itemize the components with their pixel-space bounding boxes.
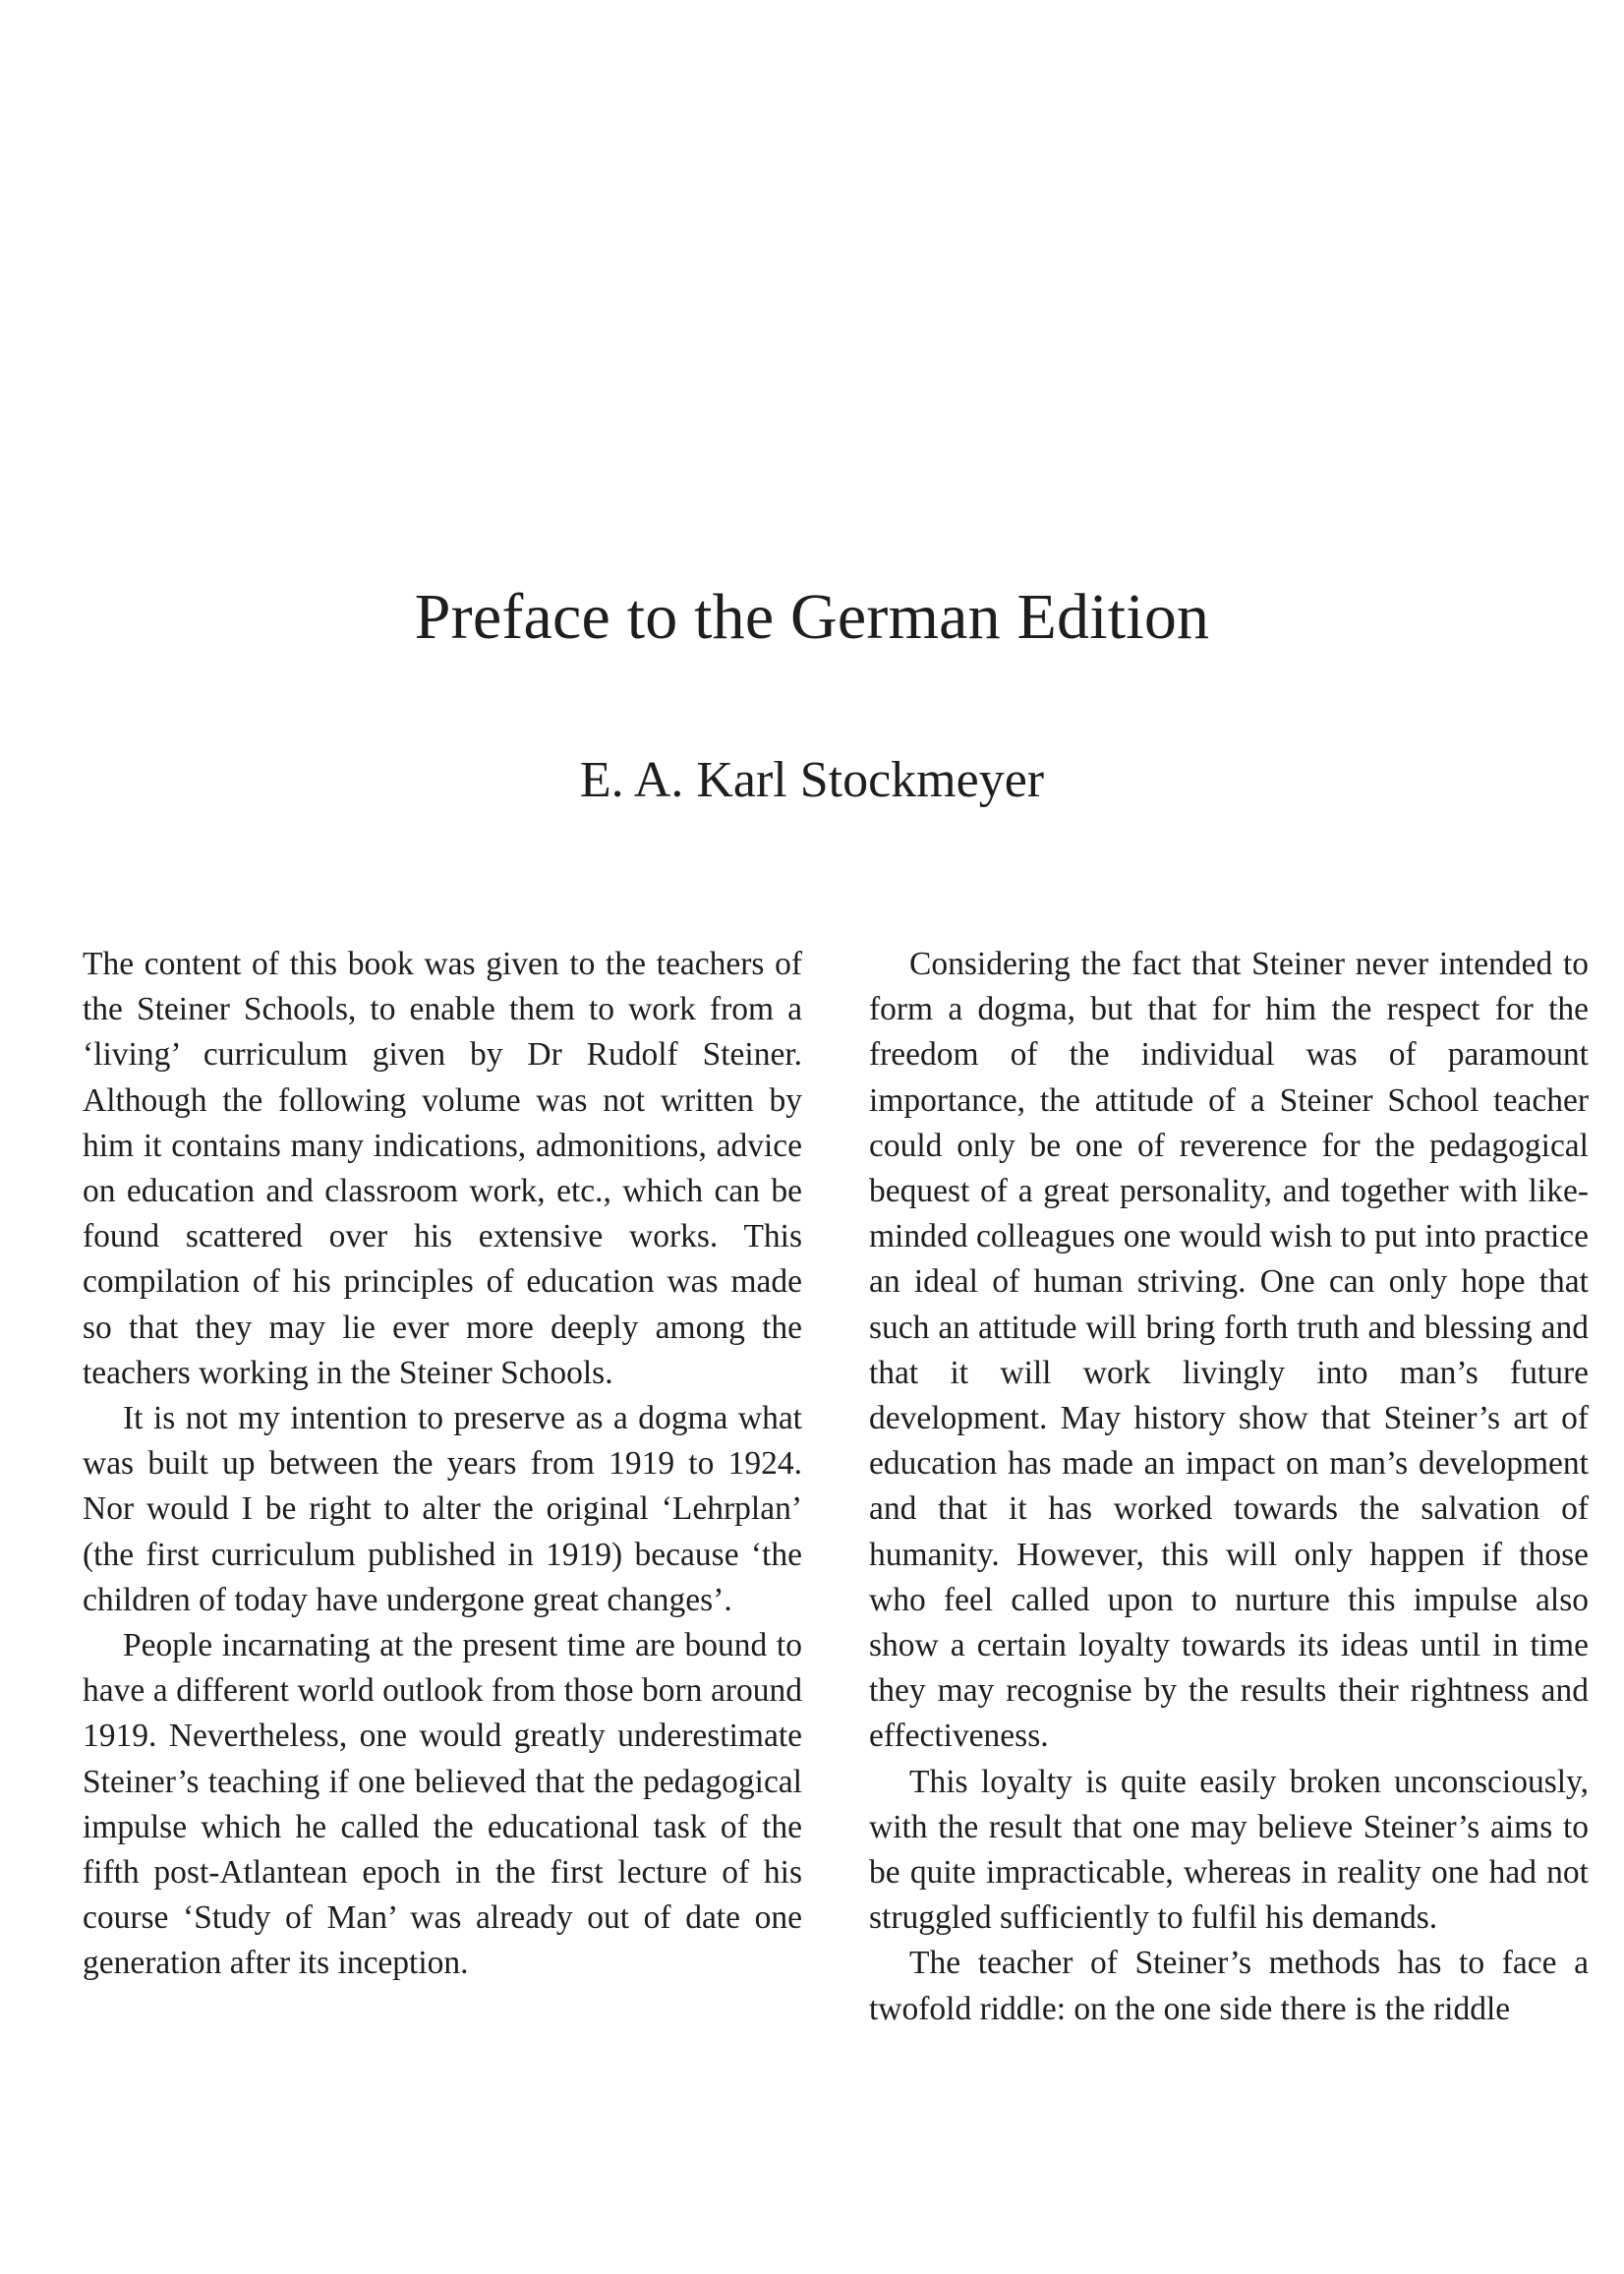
paragraph: People incarnating at the present time are bound to have a different world outlook from those born around 1919. Nevertheless, one would greatly underestimate Steiner’s teaching if one believed that the pedagogical impulse which he called the educational task of the fifth post-Atlantean epoch in the first lecture of his course ‘Study of Man’ was already out of date one generation after its inception. (83, 1627, 802, 1982)
paragraph: This loyalty is quite easily broken unconsciously, with the result that one may believe Steiner’s aims to be quite impracticable, whereas in reality one had not struggled sufficiently to fulfil his demands. (869, 1763, 1589, 1937)
paragraph: The teacher of Steiner’s methods has to face a twofold riddle: on the one side there is the riddle (869, 1945, 1589, 2027)
left-text-column (83, 942, 802, 1987)
page-title: Preface to the German Edition (414, 581, 1210, 653)
paragraph: It is not my intention to preserve as a dogma what was built up between the years from 1919 to 1924. Nor would I be right to alter the original ‘Lehrplan’ (the first curriculum published in 1919) because ‘the children of today have undergone great changes’. (83, 1400, 802, 1618)
right-text-column (869, 942, 1589, 2032)
paragraph: The content of this book was given to the teachers of the Steiner Schools, to enable them to work from a ‘living’ curriculum given by Dr Rudolf Steiner. Although the following volume was not written by him it contains many indications, admonitions, advice on education and classroom work, etc., which can be found scattered over his extensive works. This compilation of his principles of education was made so that they may lie ever more deeply among the teachers working in the Steiner Schools. (83, 946, 802, 1391)
paragraph: Considering the fact that Steiner never intended to form a dogma, but that for him the respect for the freedom of the individual was of paramount importance, the attitude of a Steiner School teacher could only be one of reverence for the pedagogical bequest of a great personality, and together with like-minded colleagues one would wish to put into practice an ideal of human striving. One can only hope that such an attitude will bring forth truth and blessing and that it will work livingly into man’s future development. May history show that Steiner’s art of education has made an impact on man’s development and that it has worked towards the salvation of humanity. However, this will only happen if those who feel called upon to nurture this impulse also show a certain loyalty towards its ideas until in time they may recognise by the results their rightness and effectiveness. (869, 946, 1589, 1755)
author-name: E. A. Karl Stockmeyer (579, 752, 1045, 808)
